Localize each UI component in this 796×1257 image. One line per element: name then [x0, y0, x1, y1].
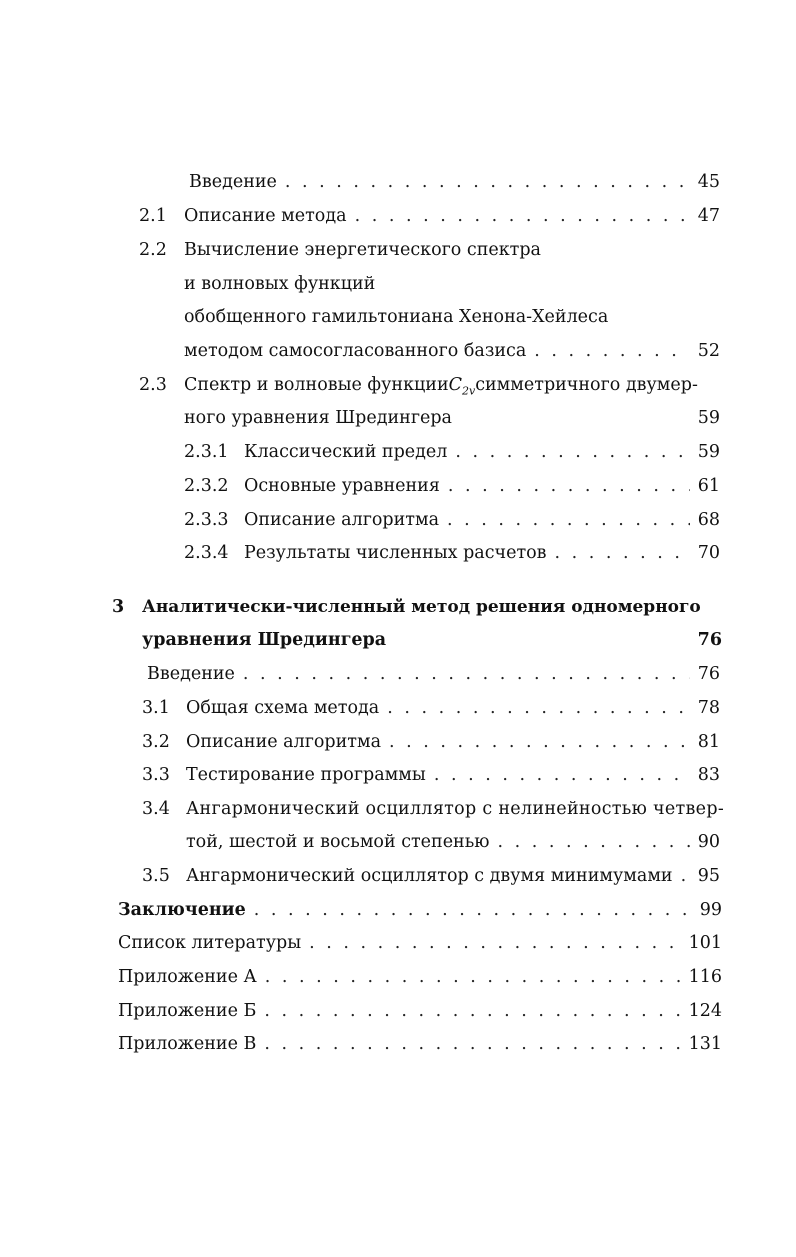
toc-entry-2-3-3[interactable] — [244, 508, 720, 532]
toc-entry-conclusion[interactable] — [118, 898, 722, 922]
toc-leader-dots — [381, 730, 690, 754]
toc-title: Ангармонический осциллятор с двумя минимумами — [186, 866, 673, 886]
toc-entry-2-3-4[interactable] — [244, 541, 720, 565]
toc-page: 131 — [688, 1034, 722, 1054]
toc-title: Классический предел — [244, 442, 448, 462]
toc-leader-dots — [379, 696, 690, 720]
toc-page: 76 — [697, 664, 720, 684]
toc-title-line[interactable]: Вычисление энергетического спектра — [184, 240, 541, 260]
toc-leader-dots — [426, 763, 690, 787]
toc-leader-dots — [526, 339, 689, 363]
toc-entry-3-4[interactable] — [186, 830, 720, 854]
toc-page: 124 — [688, 1001, 722, 1021]
toc-entry-ch3-intro[interactable] — [147, 662, 720, 686]
toc-page: 68 — [697, 510, 720, 530]
toc-number: 3.1 — [142, 698, 170, 718]
toc-title: Описание метода — [184, 206, 347, 226]
toc-title: той, шестой и восьмой степенью — [186, 832, 490, 852]
toc-entry-2-2[interactable] — [184, 339, 720, 363]
toc-leader-dots — [235, 662, 690, 686]
symbol-subscript: 2v — [462, 384, 476, 398]
chapter-title: уравнения Шредингера — [142, 630, 387, 650]
toc-title: Основные уравнения — [244, 476, 440, 496]
toc-title: Приложение А — [118, 967, 257, 987]
toc-leader-dots — [347, 204, 690, 228]
toc-number: 3.2 — [142, 732, 170, 752]
toc-title-line[interactable]: Ангармонический осциллятор с нелинейностью четвер- — [186, 799, 725, 819]
toc-leader-dots — [256, 1032, 680, 1056]
toc-leader-dots — [447, 440, 689, 464]
toc-title-part: симметричного двумер- — [475, 375, 698, 395]
toc-page: 101 — [688, 933, 722, 953]
toc-title-line[interactable] — [184, 373, 698, 398]
toc-number: 3.3 — [142, 765, 170, 785]
toc-title: Описание алгоритма — [186, 732, 382, 752]
toc-page: 90 — [697, 832, 720, 852]
toc-title: Общая схема метода — [186, 698, 380, 718]
toc-entry-references[interactable] — [118, 931, 722, 955]
toc-entry-3-1[interactable] — [186, 696, 720, 720]
toc-entry-appendix-a[interactable] — [118, 965, 722, 989]
toc-entry-ch2-intro[interactable] — [189, 170, 720, 194]
toc-page: 70 — [697, 543, 720, 563]
toc-title-part: Спектр и волновые функции — [184, 375, 449, 395]
toc-page: 81 — [697, 732, 720, 752]
toc-title: Результаты численных расчетов — [244, 543, 547, 563]
toc-title: Заключение — [118, 900, 246, 920]
toc-entry-2-3[interactable] — [184, 406, 720, 430]
chapter-title-line[interactable]: Аналитически-численный метод решения одномерного — [142, 597, 701, 617]
toc-page: 99 — [699, 900, 722, 920]
toc-number: 2.3.3 — [184, 510, 229, 530]
toc-leader-dots — [257, 965, 681, 989]
toc-leader-dots — [440, 474, 690, 498]
toc-title: Приложение В — [118, 1034, 257, 1054]
toc-page: 45 — [697, 172, 720, 192]
toc-number: 2.3.2 — [184, 476, 229, 496]
toc-entry-appendix-b[interactable] — [118, 999, 722, 1023]
toc-leader-dots — [547, 541, 690, 565]
toc-entry-2-3-1[interactable] — [244, 440, 720, 464]
toc-leader-dots — [246, 898, 692, 922]
toc-page: 61 — [697, 476, 720, 496]
toc-title: Тестирование программы — [186, 765, 426, 785]
toc-page: 83 — [697, 765, 720, 785]
toc-title: Список литературы — [118, 933, 302, 953]
toc-number: 2.2 — [139, 240, 167, 260]
toc-page: 52 — [697, 341, 720, 361]
toc-page: 59 — [697, 408, 720, 428]
toc-title: Введение — [189, 172, 277, 192]
chapter-page: 76 — [697, 630, 722, 650]
toc-entry-chapter-3[interactable] — [142, 628, 722, 652]
toc-leader-dots — [301, 931, 680, 955]
toc-entry-appendix-v[interactable] — [118, 1032, 722, 1056]
toc-page: 95 — [697, 866, 720, 886]
toc-leader-dots — [256, 999, 680, 1023]
symmetry-group — [449, 373, 476, 397]
symbol: C — [448, 375, 462, 395]
toc-entry-3-3[interactable] — [186, 763, 720, 787]
toc-title: Приложение Б — [118, 1001, 257, 1021]
toc-number: 2.1 — [139, 206, 167, 226]
toc-leader-dots — [673, 864, 690, 888]
toc-page: 59 — [697, 442, 720, 462]
toc-number: 2.3.4 — [184, 543, 229, 563]
toc-leader-dots — [277, 170, 690, 194]
chapter-number: 3 — [112, 597, 125, 617]
toc-leader-dots — [439, 508, 690, 532]
toc-entry-3-5[interactable] — [186, 864, 720, 888]
toc-entry-2-3-2[interactable] — [244, 474, 720, 498]
toc-title: ного уравнения Шредингера — [184, 408, 452, 428]
toc-page: 116 — [688, 967, 722, 987]
toc-page: 78 — [697, 698, 720, 718]
toc-number: 3.5 — [142, 866, 170, 886]
toc-title: методом самосогласованного базиса — [184, 341, 527, 361]
toc-number: 2.3 — [139, 375, 167, 395]
toc-entry-2-1[interactable] — [184, 204, 720, 228]
toc-entry-3-2[interactable] — [186, 730, 720, 754]
toc-number: 2.3.1 — [184, 442, 229, 462]
toc-title-line[interactable]: и волновых функций — [184, 274, 376, 294]
toc-title-line[interactable]: обобщенного гамильтониана Хенона-Хейлеса — [184, 307, 609, 327]
toc-title: Введение — [147, 664, 235, 684]
toc-number: 3.4 — [142, 799, 170, 819]
toc-page: 47 — [697, 206, 720, 226]
toc-leader-dots — [489, 830, 689, 854]
toc-title: Описание алгоритма — [244, 510, 440, 530]
